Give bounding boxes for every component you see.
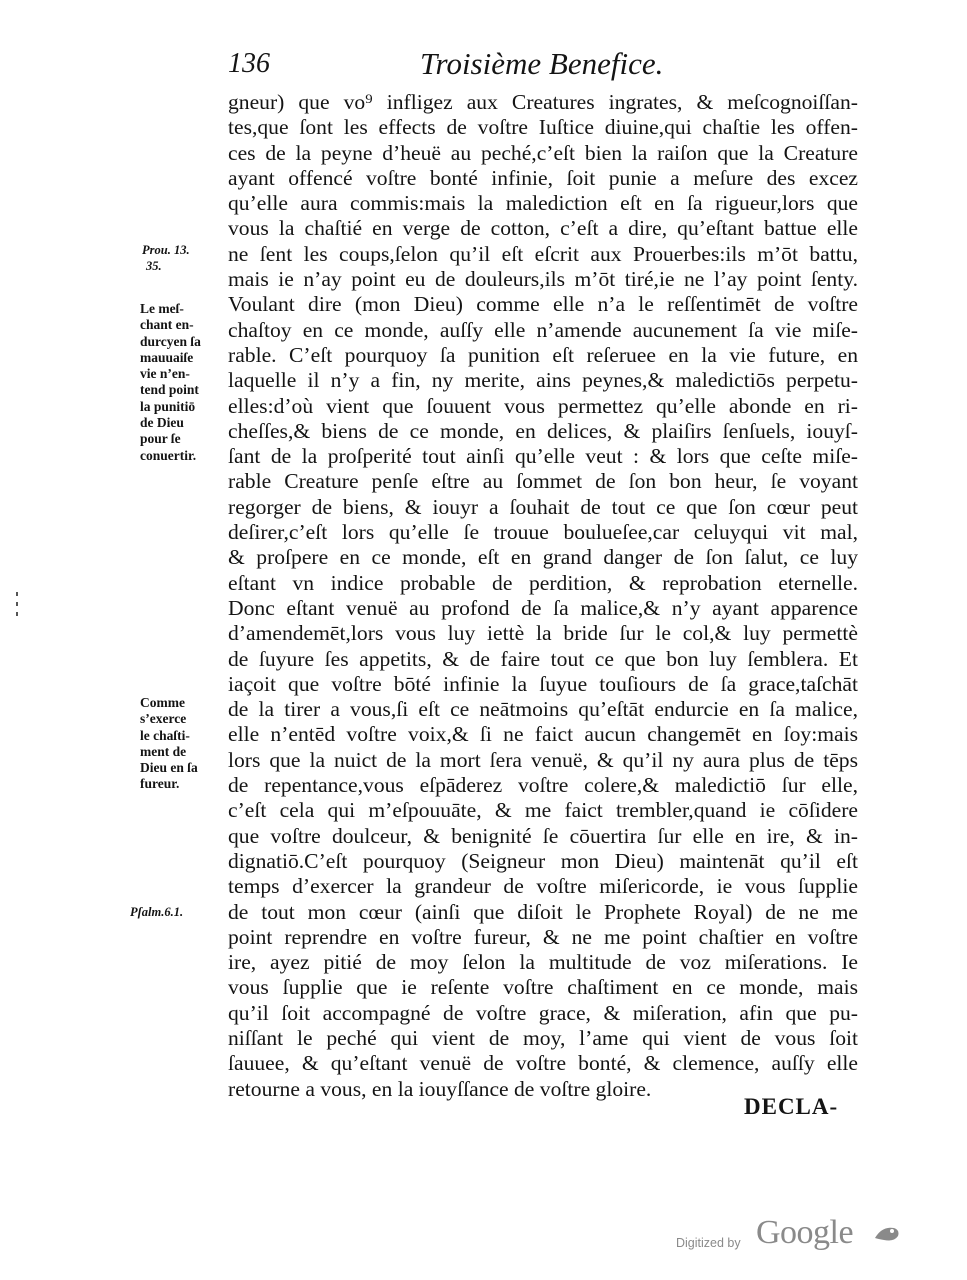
text-line: de la tirer a vous,ſi eſt ce neātmoins qu’eſtāt endurcie en ſa malice, (228, 697, 858, 722)
text-line: chaſtoy en ce monde, auſſy elle n’amende aucunement ſa vie miſe- (228, 317, 858, 342)
text-line: vous ſupplie que ie reſente voſtre chaſtiment en ce monde, mais (228, 975, 858, 1000)
margin-line: vie n’en- (140, 366, 190, 382)
text-line: vous la chaſtié en verge de cotton, c’eſt a dire, qu’eſtant battue elle (228, 216, 858, 241)
text-line: mais ie n’ay point eu de douleurs,ils m’ōt tiré,ie ne l’ay point ſenty. (228, 267, 858, 292)
margin-line: conuertir. (140, 447, 197, 463)
text-line: point reprendre en voſtre fureur, & ne me point chaſtier en voſtre (228, 924, 858, 949)
text-line: deſirer,c’eſt lors qu’elle ſe trouue boulueſee,car celuyqui vit mal, (228, 520, 858, 545)
margin-note-chastisement (140, 695, 228, 793)
text-line: de repentance,vous eſpāderez voſtre colere,& maledictiō ſur elle, (228, 773, 858, 798)
text-line: iaçoit que voſtre bōté infinie la ſuyue touſiours de ſa grace,taſchāt (228, 671, 858, 696)
margin-note-hardened (140, 301, 228, 464)
text-line: regorger de biens, & iouyr a ſouhait de tout ce que ſon cœur peut (228, 494, 858, 519)
text-line: qu’il ſoit accompagné de voſtre grace, & miſeration, afin que pu- (228, 1000, 858, 1025)
text-line: cheſſes,& biens de ce monde, en delices, & plaiſirs ſenſuels, iouyſ- (228, 418, 858, 443)
margin-line: chant en- (140, 317, 194, 333)
text-line: lors que la nuict de la mort ſera venuë, & qu’il ny aura plus de tēps (228, 747, 858, 772)
text-line: que voſtre doulceur, & benignité ſe cōuertira ſur elle en ire, & in- (228, 823, 858, 848)
margin-line: durcyen ſa (140, 333, 201, 349)
margin-line: 35. (146, 259, 162, 274)
margin-line: Comme (140, 695, 185, 710)
text-line: d’amendemēt,lors vous luy iettè la bride ſur le col,& luy permettè (228, 621, 858, 646)
text-line: eſtant vn indice probable de perdition, & reprobation eternelle. (228, 570, 858, 595)
text-line: rable. C’eſt pourquoy ſa punition eſt reſeruee en la vie future, en (228, 342, 858, 367)
text-line: elle n’entēd voſtre voix,& ſi ne faict aucun changemēt en ſoy:mais (228, 722, 858, 747)
text-line: retourne a vous, en la iouyſſance de voſtre gloire. (228, 1076, 652, 1101)
text-line: & proſpere en ce monde, eſt en grand danger de ſon ſalut, ce luy (228, 545, 858, 570)
text-line: de ſuyure ſes appetits, & de faire tout ce que bon luy ſemblera. Et (228, 646, 858, 671)
margin-line: la punitiō (140, 398, 196, 414)
text-line: qu’elle aura commis:mais la malediction eſt en ſa rigueur,lors que (228, 191, 858, 216)
margin-line: fureur. (140, 776, 180, 792)
text-line: ſant de la proſperité tout ainſi qu’elle veut : & lors que ceſte miſe- (228, 444, 858, 469)
margin-line: pour ſe (140, 431, 181, 447)
text-line: de tout mon cœur (ainſi que diſoit le Prophete Royal) de ne me (228, 899, 858, 924)
margin-line: Le meſ- (140, 301, 184, 316)
margin-ref-proverbs (142, 242, 230, 275)
margin-line: de Dieu (140, 415, 184, 431)
margin-line: Dieu en ſa (140, 760, 198, 776)
text-line: elles:d’où vient que ſouuent vous permettez qu’elle abonde en ri- (228, 393, 858, 418)
text-line: temps d’exercer la grandeur de voſtre miſericorde, ie vous ſupplie (228, 874, 858, 899)
google-books-icon (872, 1222, 902, 1244)
text-line: tes,que ſont les effects de voſtre Iuſtice diuine,qui chaſtie les offen- (228, 115, 858, 140)
margin-line: Pſalm.6.1. (130, 905, 184, 919)
margin-line: Prou. 13. (142, 243, 190, 257)
text-line: ayant offencé voſtre bonté infinie, ſoit punie a meſure des excez (228, 165, 858, 190)
margin-ref-psalm (130, 904, 218, 920)
text-line: rable Creature penſe eſtre au ſommet de ſon bon heur, ſe voyant (228, 469, 858, 494)
page-header (228, 46, 668, 86)
text-line: ces de la peyne d’heuë au peché,c’eſt bien la raiſon que la Creature (228, 140, 858, 165)
margin-line: mauuaiſe (140, 349, 194, 365)
binding-marks (16, 592, 19, 622)
margin-line: s’exerce (140, 711, 187, 727)
text-line: gneur) que vo⁹ infligez aux Creatures ingrates, & meſcognoiſſan- (228, 90, 858, 114)
text-line: Donc eſtant venuë au profond de ſa malice,& n’y ayant apparence (228, 595, 858, 620)
page-number: 136 (228, 48, 270, 79)
text-line: ſauuee, & qu’eſtant venuë de voſtre bonté, & clemence, auſſy elle (228, 1051, 858, 1076)
watermark-prefix: Digitized by (676, 1236, 741, 1250)
text-line: c’eſt cela qui m’eſpouuāte, & me faict trembler,quand ie cōſidere (228, 798, 858, 823)
text-line: ire, ayez pitié de moy ſelon la multitude de voz miſerations. Ie (228, 950, 858, 975)
running-title: Troisième Benefice. (420, 46, 664, 81)
margin-line: ment de (140, 743, 187, 759)
margin-line: le chaſti- (140, 727, 190, 743)
catchword: DECLA- (744, 1094, 839, 1119)
watermark-brand: Google (756, 1214, 854, 1251)
google-watermark (676, 1214, 916, 1254)
text-line: ne ſent les coups,ſelon qu’il eſt eſcrit aux Prouerbes:ils m’ōt battu, (228, 241, 858, 266)
text-line: Voulant dire (mon Dieu) comme elle n’a le reſſentimēt de voſtre (228, 292, 858, 317)
text-line: dignatiō.C’eſt pourquoy (Seigneur mon Dieu) maintenāt qu’il eſt (228, 848, 858, 873)
text-line: laquelle il n’y a fin, ny merite, ains peynes,& maledictiōs perpetu- (228, 368, 858, 393)
margin-line: tend point (140, 382, 199, 398)
body-text (228, 90, 858, 1102)
text-line: niſſant le peché qui vient de moy, l’ame qui vient de vous ſoit (228, 1025, 858, 1050)
